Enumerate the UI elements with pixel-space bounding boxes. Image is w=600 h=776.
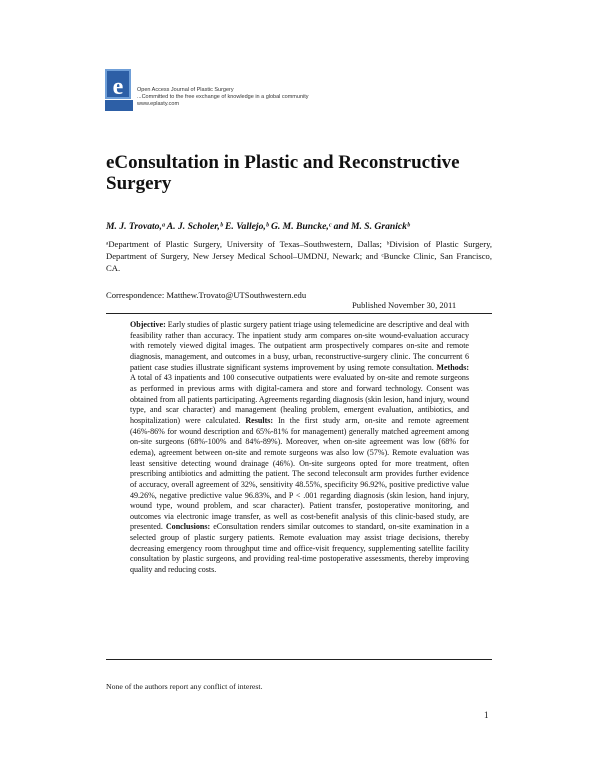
article-authors: M. J. Trovato,ᵃ A. J. Scholer,ᵇ E. Vallejo,ᵇ G. M. Buncke,ᶜ and M. S. Granickᵇ [106, 221, 410, 232]
article-title: eConsultation in Plastic and Reconstructive Surgery [106, 152, 460, 194]
journal-name: Open Access Journal of Plastic Surgery [137, 87, 234, 93]
published-date: Published November 30, 2011 [352, 300, 457, 310]
abstract-results-label: Results: [245, 415, 274, 425]
journal-masthead [137, 87, 309, 108]
abstract-methods: A total of 43 inpatients and 100 consecutive outpatients were evaluated by on-site and remote surgeons as performed in previous arms with digital-camera and store and forward technology. Consent was obtained from all patients participating. Agreements regarding diagnosis (skin lesion, hand injury, wound type, and scar character) and management (healing problem, emergent evaluation, antibiotics, and hospitalization) were calculated. [130, 373, 469, 425]
abstract-top-rule [106, 313, 492, 314]
abstract-objective: Early studies of plastic surgery patient triage using telemedicine are descriptive and deal with feasibility rather than accuracy. The inpatient study arm compares on-site wound-evaluation accuracy with remotely viewed digital images. The outpatient arm prospectively compares on-site and remote diagnosis, management, and outcomes in a busy, urban, reconstructive-surgery clinic. The concurrent 6 patient case studies illustrate significant systems improvement by using remote consultation. [130, 320, 469, 372]
journal-tagline: ...Committed to the free exchange of knowledge in a global community [137, 94, 309, 100]
article-affiliations: ᵃDepartment of Plastic Surgery, University of Texas–Southwestern, Dallas; ᵇDivision of Plastic Surgery, Department of Surgery, New Jersey Medical School–UMDNJ, Newark; and ᶜBuncke Clinic, San Francisco, CA. [106, 239, 492, 273]
abstract-conclusions: eConsultation renders similar outcomes to standard, on-site examination in a selected group of plastic surgery patients. Remote evaluation may assist triage decisions, thereby decreasing emergency room throughput time and office-visit frequency, supplementing satellite facility consultation by plastic surgeons, and providing real-time postoperative assessments, thereby improving quality and reducing costs. [130, 522, 470, 575]
abstract-conclusions-label: Conclusions: [165, 522, 211, 532]
abstract-results: In the first study arm, on-site and remote agreement (46%-86% for wound description and 65%-81% for management) generally matched agreement among on-site surgeons (68%-100% and 84%-89%). Moreover, when on-site agreement was low (68% for edema), agreement between on-site and remote surgeons was also low (57%). Remote evaluation was least sensitive detecting wound drainage (46%). On-site surgeons opted for more treatment, often prescribing antibiotics and admitting the patient. The second teleconsult arm provides further evidence of accuracy, overall agreement of 32%, sensitivity 48.55%, specificity 96.92%, positive predictive value 49.26%, negative predictive value 96.83%, and P < .001 regarding diagnosis (skin lesion, hand injury, wound type, wound problem, and scar character). Patient transfer, postoperative monitoring, and outcomes via electronic image transfer, as well as cost-benefit analysis of this clinic-based study, are presented. [130, 415, 470, 532]
page-number: 1 [484, 710, 489, 720]
correspondence: Correspondence: Matthew.Trovato@UTSouthwestern.edu [106, 290, 307, 300]
conflict-footnote: None of the authors report any conflict of interest. [106, 682, 263, 691]
journal-website: www.eplasty.com [137, 101, 180, 107]
abstract-bottom-rule [106, 659, 492, 660]
abstract-objective-label: Objective: [130, 320, 166, 329]
journal-logo [104, 68, 134, 112]
svg-text:e: e [112, 74, 124, 100]
abstract-methods-label: Methods: [436, 362, 470, 372]
abstract [130, 320, 469, 576]
